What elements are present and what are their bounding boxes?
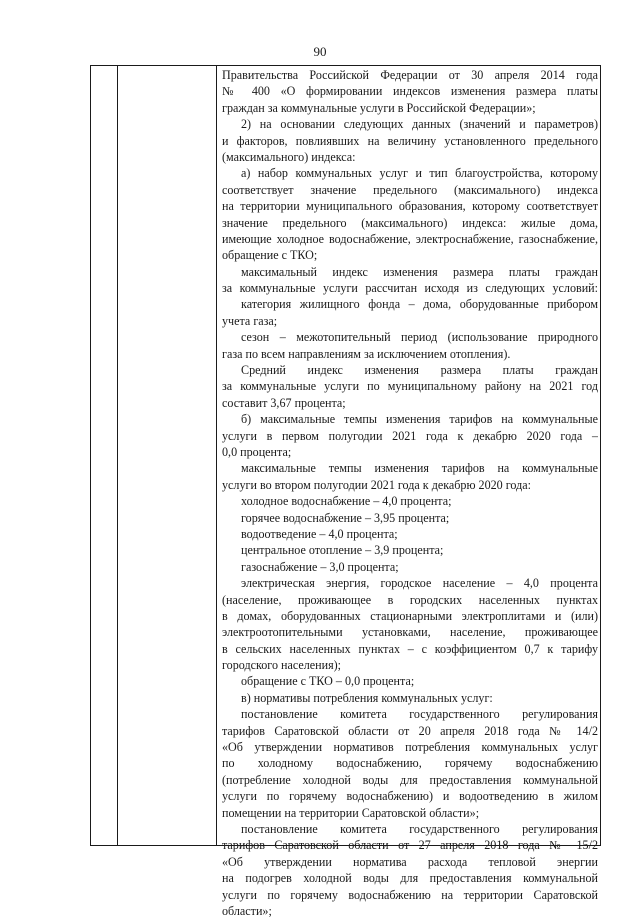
text-line: за коммунальные услуги по муниципальному району на 2021 год bbox=[222, 379, 598, 394]
text-line: электроотопительными установками, население, проживающее bbox=[222, 625, 598, 640]
text-line: услуги во втором полугодии 2021 года к декабрю 2020 года: bbox=[222, 477, 531, 492]
text-line: в домах, оборудованных стационарными электроплитами и (или) bbox=[222, 608, 598, 623]
table-column-number bbox=[91, 66, 118, 845]
text-line: в сельских населенных пунктах – с коэффициентом 0,7 к тарифу bbox=[222, 641, 598, 656]
text-line: на подогрев холодной воды для предоставления коммунальной bbox=[222, 871, 598, 886]
text-line: по холодному водоснабжению, горячему водоснабжению bbox=[222, 756, 598, 771]
text-line: имеющие холодное водоснабжение, электроснабжение, газоснабжение, bbox=[222, 231, 598, 246]
text-line: электрическая энергия, городское население – 4,0 процента bbox=[241, 576, 598, 591]
text-line: водоотведение – 4,0 процента; bbox=[241, 526, 398, 541]
text-line: газа по всем направлениям за исключением отопления). bbox=[222, 346, 511, 361]
text-line: (потребление холодной воды для предоставления коммунальной bbox=[222, 772, 598, 787]
text-line: 0,0 процента; bbox=[222, 444, 292, 459]
text-line: категория жилищного фонда – дома, оборудованные прибором bbox=[241, 297, 598, 312]
text-line: (максимального) индекса: bbox=[222, 149, 356, 164]
text-line: максимальный индекс изменения размера платы граждан bbox=[241, 264, 598, 279]
text-line: (население, проживающее в городских населенных пунктах bbox=[222, 592, 598, 607]
text-line: «Об утверждении норматива расхода тепловой энергии bbox=[222, 854, 598, 869]
text-line: «Об утверждении нормативов потребления коммунальных услуг bbox=[222, 740, 598, 755]
text-line: в) нормативы потребления коммунальных услуг: bbox=[241, 690, 493, 705]
text-line: за коммунальные услуги рассчитан исходя из следующих условий: bbox=[222, 281, 598, 296]
text-line: горячее водоснабжение – 3,95 процента; bbox=[241, 510, 450, 525]
text-line: Правительства Российской Федерации от 30 апреля 2014 года bbox=[222, 68, 598, 82]
text-line: граждан за коммунальные услуги в Российской Федерации»; bbox=[222, 100, 536, 115]
text-line: услуги по горячему водоснабжению) и водоотведению в жилом bbox=[222, 789, 598, 804]
text-line: тарифов Саратовской области от 27 апреля 2018 года № 15/2 bbox=[222, 838, 598, 853]
text-line: и факторов, повлиявших на величину установленного предельного bbox=[222, 133, 598, 148]
page-number: 90 bbox=[313, 44, 327, 59]
text-line: Средний индекс изменения размера платы граждан bbox=[241, 363, 598, 378]
text-line: постановление комитета государственного регулирования bbox=[241, 707, 598, 722]
text-line: области»; bbox=[222, 903, 272, 918]
text-line: учета газа; bbox=[222, 313, 278, 328]
text-line: обращение с ТКО – 0,0 процента; bbox=[241, 674, 415, 689]
text-line: а) набор коммунальных услуг и тип благоустройства, которому bbox=[241, 166, 598, 181]
document-table bbox=[90, 65, 601, 918]
text-line: центральное отопление – 3,9 процента; bbox=[241, 543, 444, 558]
text-line: городского населения); bbox=[222, 658, 342, 673]
text-line: газоснабжение – 3,0 процента; bbox=[241, 559, 399, 574]
text-line: максимальные темпы изменения тарифов на коммунальные bbox=[241, 461, 598, 476]
text-line: помещении на территории Саратовской области»; bbox=[222, 805, 480, 820]
text-line: услуги по горячему водоснабжению на территории Саратовской bbox=[222, 887, 598, 902]
text-line: соответствует значение предельного (максимального) индекса bbox=[222, 182, 598, 197]
text-line: значение предельного (максимального) индекса: жилые дома, bbox=[222, 215, 598, 230]
text-line: сезон – межотопительный период (использование природного bbox=[241, 330, 598, 345]
text-line: б) максимальные темпы изменения тарифов на коммунальные bbox=[241, 412, 598, 427]
text-line: обращение с ТКО; bbox=[222, 248, 318, 263]
text-line: № 400 «О формировании индексов изменения размера платы bbox=[222, 84, 598, 99]
table-column-name bbox=[118, 66, 217, 845]
text-line: постановление комитета государственного регулирования bbox=[241, 821, 598, 836]
text-line: услуги в первом полугодии 2021 года к декабрю 2020 года – bbox=[222, 428, 598, 443]
text-line: 2) на основании следующих данных (значений и параметров) bbox=[241, 117, 598, 132]
table-column-content bbox=[222, 67, 598, 919]
text-line: на территории муниципального образования, которому соответствует bbox=[222, 199, 598, 214]
text-line: составит 3,67 процента; bbox=[222, 395, 346, 410]
text-line: холодное водоснабжение – 4,0 процента; bbox=[241, 494, 452, 509]
text-line: тарифов Саратовской области от 20 апреля 2018 года № 14/2 bbox=[222, 723, 598, 738]
